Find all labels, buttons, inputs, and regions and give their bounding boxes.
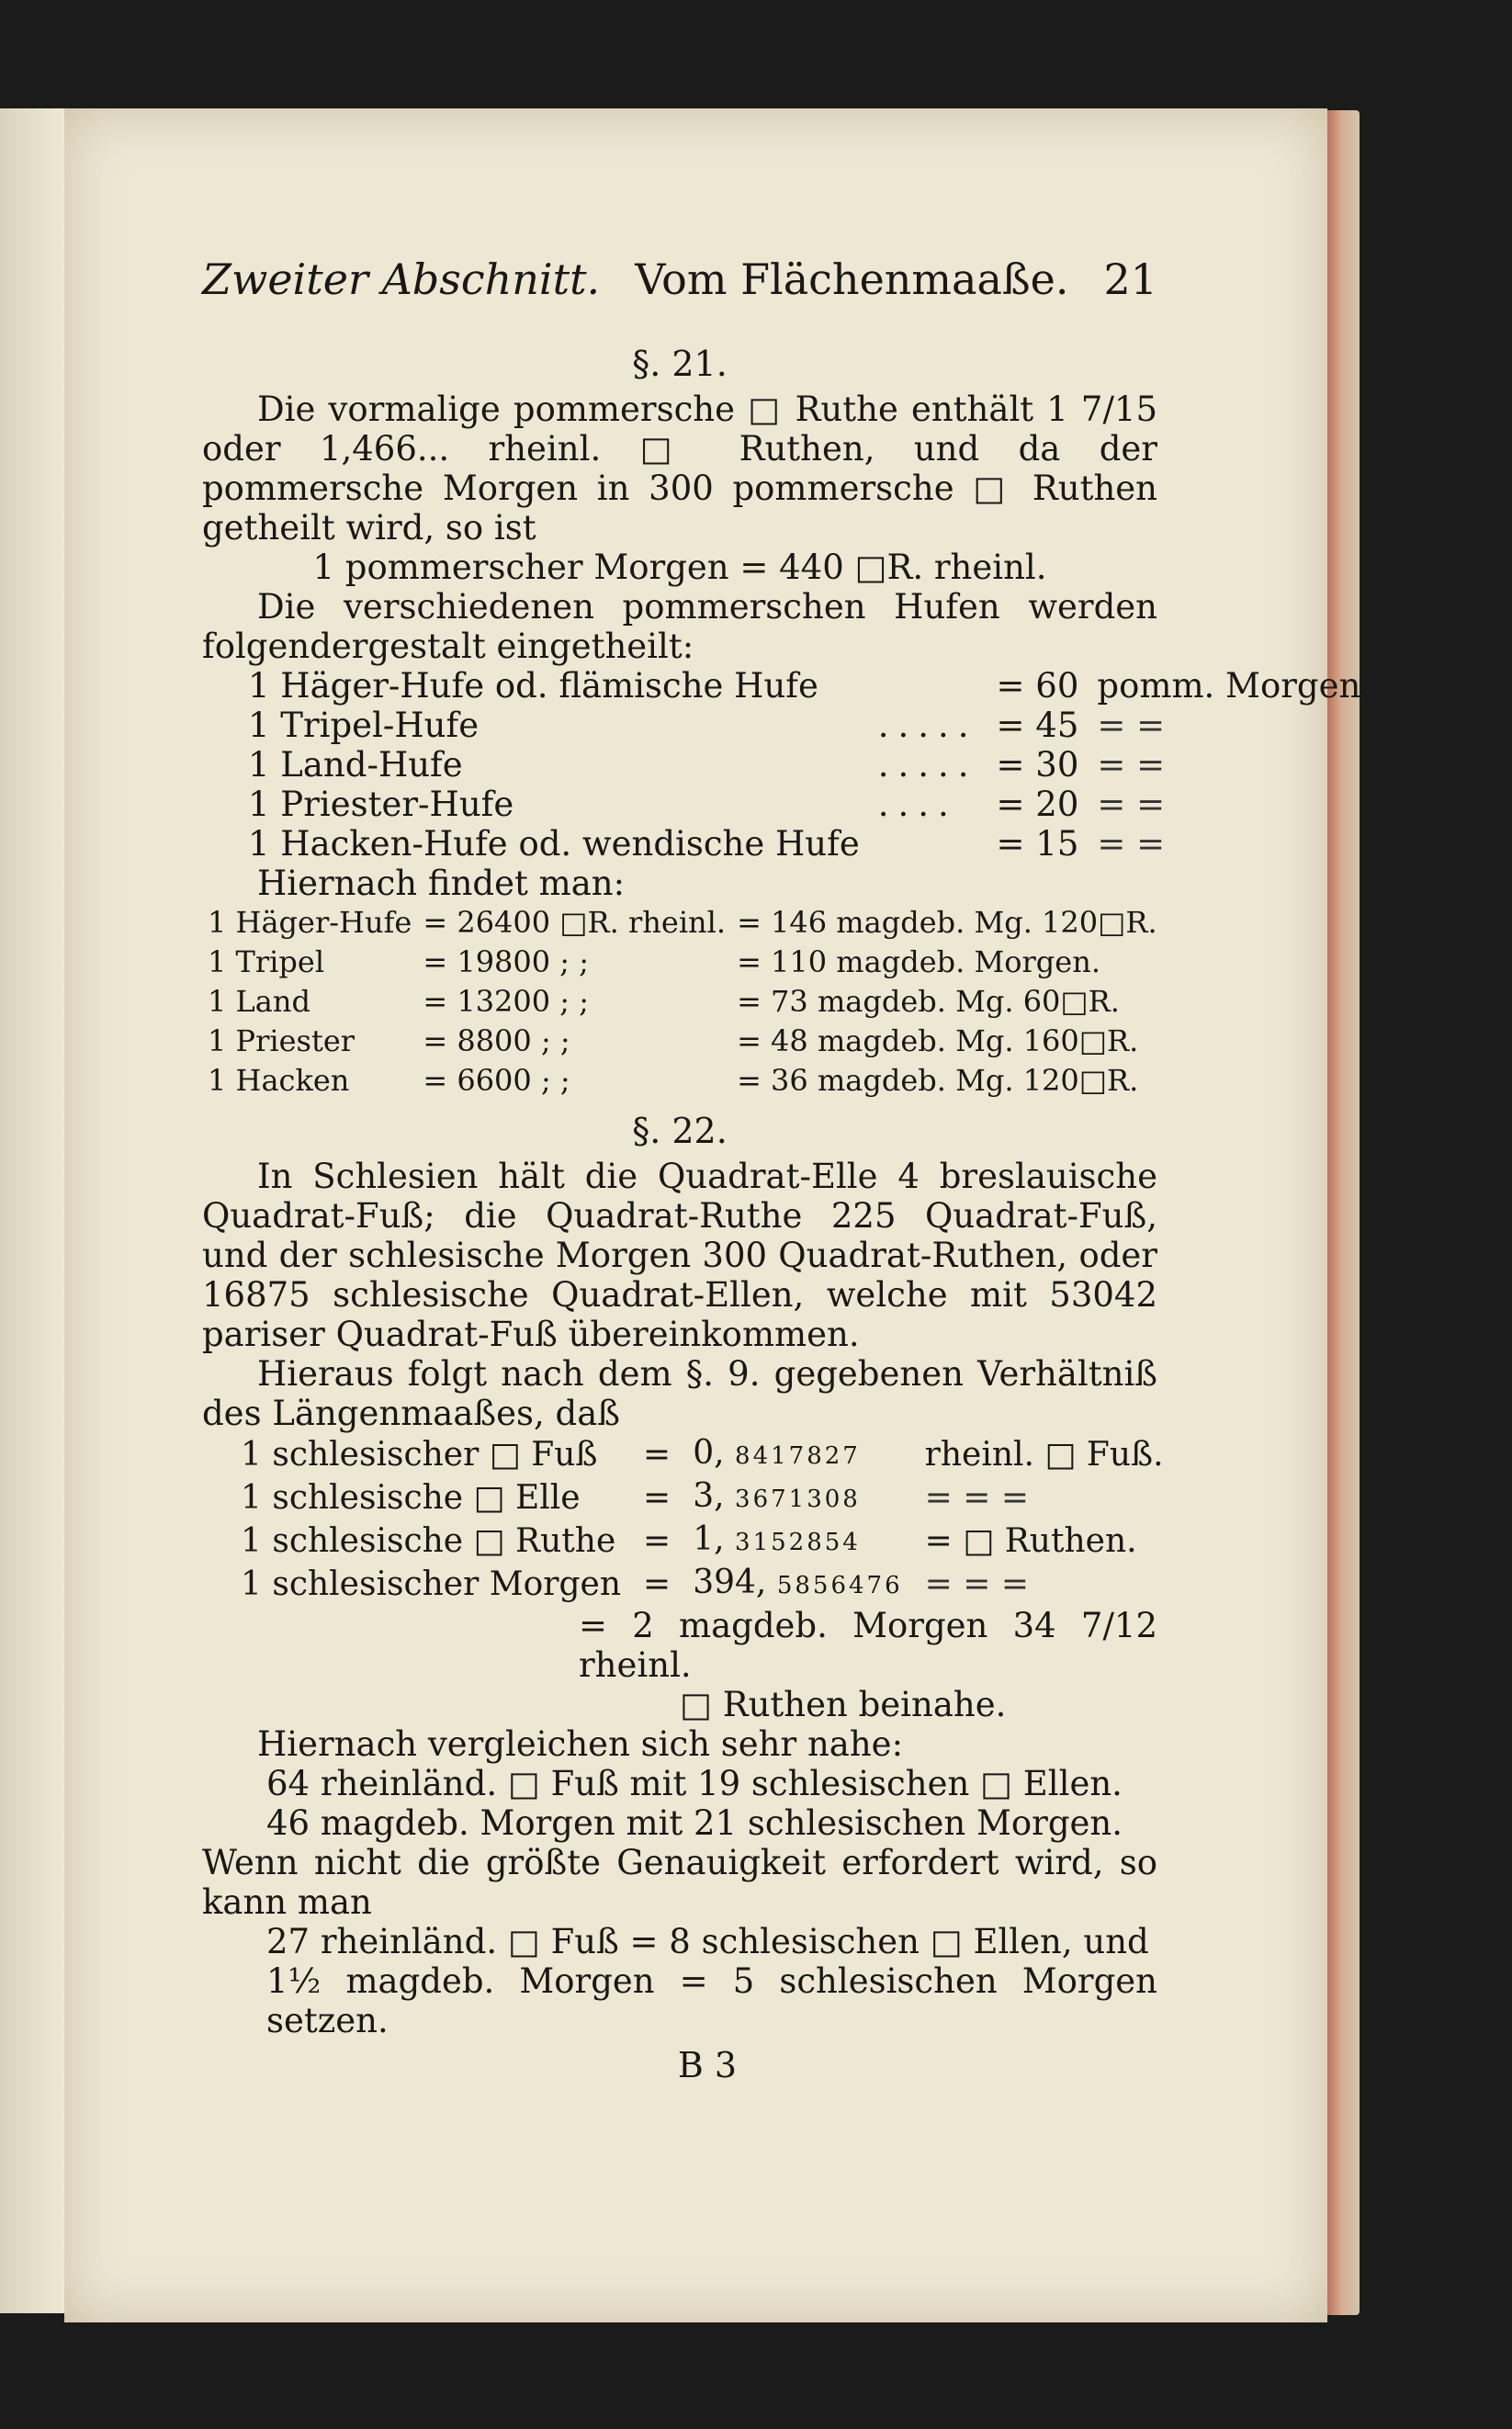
page-number: 21 [1103,254,1157,304]
value-number: 1, 3152854 [693,1520,861,1558]
cmp-rheinl: = 26400 □R. rheinl. [423,905,727,940]
cmp-rheinl: = 19800 ; ; [423,944,590,979]
compare-intro: Hiernach vergleichen sich sehr nahe: [257,1724,904,1764]
running-header [202,254,1157,333]
signature-mark: B 3 [677,2045,738,2085]
cmp-magdeb: = 110 magdeb. Morgen. [737,944,1100,979]
section-22-para-2: Hieraus folgt nach dem §. 9. gegebenen Verhältniß des Längenmaaßes, daß [202,1354,1157,1433]
table-row [202,1061,1163,1101]
section-22-title: §. 22. [632,1111,728,1151]
table-row: 1 Land-Hufe ..... = 30 = = [239,745,1381,785]
cmp-name: 1 Land [208,984,310,1019]
cmp-magdeb: = 73 magdeb. Mg. 60□R. [737,984,1120,1019]
value-number: 3, 3671308 [693,1477,861,1515]
cmp-rheinl: = 6600 ; ; [423,1063,570,1098]
value-number: 394, 5856476 [693,1564,903,1601]
table-row: 1 Tripel-Hufe ..... = 45 = = [239,706,1381,745]
value-unit: = = = [924,1565,1030,1603]
table-row [202,1022,1163,1061]
table-row: 1 schlesische □ Ruthe = 1, 3152854 = □ Ruthen. [230,1520,1175,1563]
hufe-unit: = = [1097,706,1166,745]
value-unit: = □ Ruthen. [924,1522,1137,1560]
hufe-value: = 20 [996,785,1079,824]
hufe-unit: = = [1097,785,1166,824]
header-title: Vom Flächenmaaße. [635,254,1069,304]
value-name: 1 schlesischer Morgen [241,1565,622,1603]
set-line-1: 27 rheinländ. □ Fuß = 8 schlesischen □ Ellen, und [266,1922,1149,1961]
cmp-name: 1 Priester [208,1023,355,1058]
hufe-value: = 45 [996,706,1079,745]
section-21-para-1: Die vormalige pommersche □ Ruthe enthält 1 7/15 oder 1,466... rheinl. □ Ruthen, und da der pommersche Morgen in 300 pommersche □ Ruthen getheilt wird, so ist [202,390,1157,548]
morgen-continuation-2: □ Ruthen beinahe. [680,1685,1007,1724]
table-row: 1 schlesischer Morgen = 394, 5856476 = = = [230,1563,1175,1606]
table-row [239,824,1381,864]
cmp-magdeb: = 36 magdeb. Mg. 120□R. [737,1063,1139,1098]
table-row: 1 Priester-Hufe .... = 20 = = [239,785,1381,824]
hufe-value: = 15 [996,824,1079,864]
morgen-equation: 1 pommerscher Morgen = 440 □R. rheinl. [312,548,1047,587]
value-unit: = = = [924,1479,1030,1517]
table-row: 1 schlesische □ Elle = 3, 3671308 = = = [230,1476,1175,1520]
hufe-unit: = = [1097,824,1166,864]
compare-line-1: 64 rheinländ. □ Fuß mit 19 schlesischen □ Ellen. [266,1764,1123,1803]
table-row [202,943,1163,982]
hufe-unit: pomm. Morgen. [1097,666,1372,706]
table-row [202,903,1163,943]
set-line-2: 1½ magdeb. Morgen = 5 schlesischen Morgen setzen. [266,1961,1157,2040]
morgen-continuation-1: = 2 magdeb. Morgen 34 7/12 rheinl. [579,1606,1157,1685]
hufe-name: 1 Hacken-Hufe od. wendische Hufe [248,824,860,864]
section-22-para-3: Wenn nicht die größte Genauigkeit erfordert wird, so kann man [202,1843,1157,1922]
hufe-name: 1 Priester-Hufe [248,785,514,824]
hufen-comparison-table [202,903,1163,1101]
section-21-para-2: Die verschiedenen pommerschen Hufen werden folgendergestalt eingetheilt: [202,587,1157,666]
book-page [64,108,1372,2322]
value-name: 1 schlesische □ Ruthe [241,1522,616,1560]
cmp-rheinl: = 13200 ; ; [423,984,590,1019]
finds-line: Hiernach findet man: [257,864,626,903]
section-22-para-1: In Schlesien hält die Quadrat-Elle 4 breslauische Quadrat-Fuß; die Quadrat-Ruthe 225 Quadrat-Fuß, und der schlesische Morgen 300 Quadrat-Ruthen, oder 16875 schlesische Quadrat-Ellen, welche mit 53042 pariser Quadrat-Fuß übereinkommen. [202,1157,1157,1354]
header-section: Zweiter Abschnitt. [202,254,601,304]
table-row [239,666,1381,706]
schlesien-values-table [230,1433,1175,1606]
section-21-title: §. 21. [632,344,728,384]
cmp-magdeb: = 146 magdeb. Mg. 120□R. [737,905,1157,940]
cmp-magdeb: = 48 magdeb. Mg. 160□R. [737,1023,1139,1058]
cmp-name: 1 Häger-Hufe [208,905,412,940]
value-name: 1 schlesischer □ Fuß [241,1436,598,1474]
table-row [202,982,1163,1022]
page-content [202,254,1372,2085]
cmp-name: 1 Hacken [208,1063,350,1098]
facing-page-edge [0,108,66,2313]
cmp-name: 1 Tripel [208,944,325,979]
value-unit: rheinl. □ Fuß. [924,1436,1164,1474]
table-row: 1 schlesischer □ Fuß = 0, 8417827 rheinl. □ Fuß. [230,1433,1175,1476]
compare-line-2: 46 magdeb. Morgen mit 21 schlesischen Morgen. [266,1803,1123,1843]
value-name: 1 schlesische □ Elle [241,1479,581,1517]
hufe-value: = 60 [996,666,1079,706]
hufe-unit: = = [1097,745,1166,785]
hufe-name: 1 Häger-Hufe od. flämische Hufe [248,666,818,706]
value-number: 0, 8417827 [693,1434,861,1472]
hufe-name: 1 Land-Hufe [248,745,463,785]
cmp-rheinl: = 8800 ; ; [423,1023,570,1058]
hufe-name: 1 Tripel-Hufe [248,706,480,745]
hufen-table [239,666,1381,864]
hufe-value: = 30 [996,745,1079,785]
